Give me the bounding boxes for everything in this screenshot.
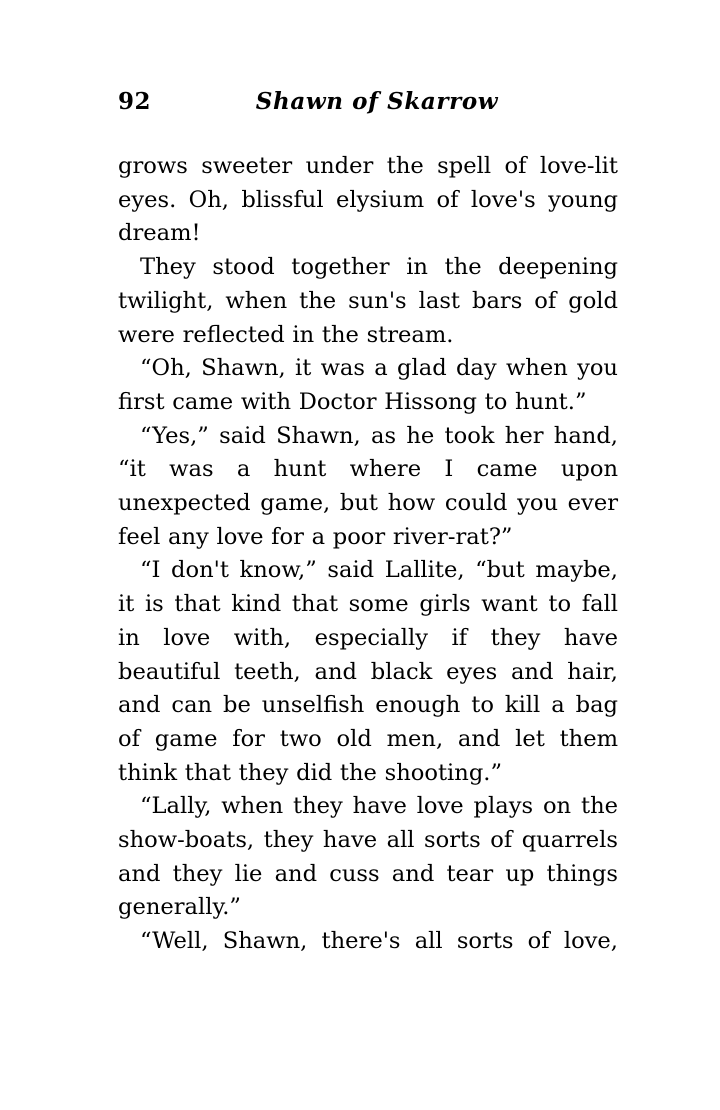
paragraph: “Oh, Shawn, it was a glad day when you first came with Doctor Hissong to hunt.” xyxy=(118,355,618,415)
paragraph: “Yes,” said Shawn, as he took her hand, “it was a hunt where I came upon unexpected game, but how could you ever feel any love for a poor river-rat?” xyxy=(118,422,618,550)
page-header xyxy=(118,88,608,122)
running-head-title: Shawn of Skarrow xyxy=(255,88,499,115)
paragraph: “I don't know,” said Lallite, “but maybe, it is that kind that some girls want to fall in love with, especially if they have beautiful teeth, and black eyes and hair, and can be unselfish enough to kill a bag of game for two old men, and let them think that they did the shooting.” xyxy=(118,557,618,786)
page-body xyxy=(118,150,618,959)
page-number: 92 xyxy=(118,88,152,115)
paragraph: “Lally, when they have love plays on the show-boats, they have all sorts of quarrels and they lie and cuss and tear up things generally.” xyxy=(118,793,618,921)
paragraph: “Well, Shawn, there's all sorts of love, xyxy=(140,928,618,955)
paragraph: They stood together in the deepening twilight, when the sun's last bars of gold were reflected in the stream. xyxy=(118,254,618,348)
paragraph: grows sweeter under the spell of love-lit eyes. Oh, blissful elysium of love's young dream! xyxy=(118,153,618,247)
